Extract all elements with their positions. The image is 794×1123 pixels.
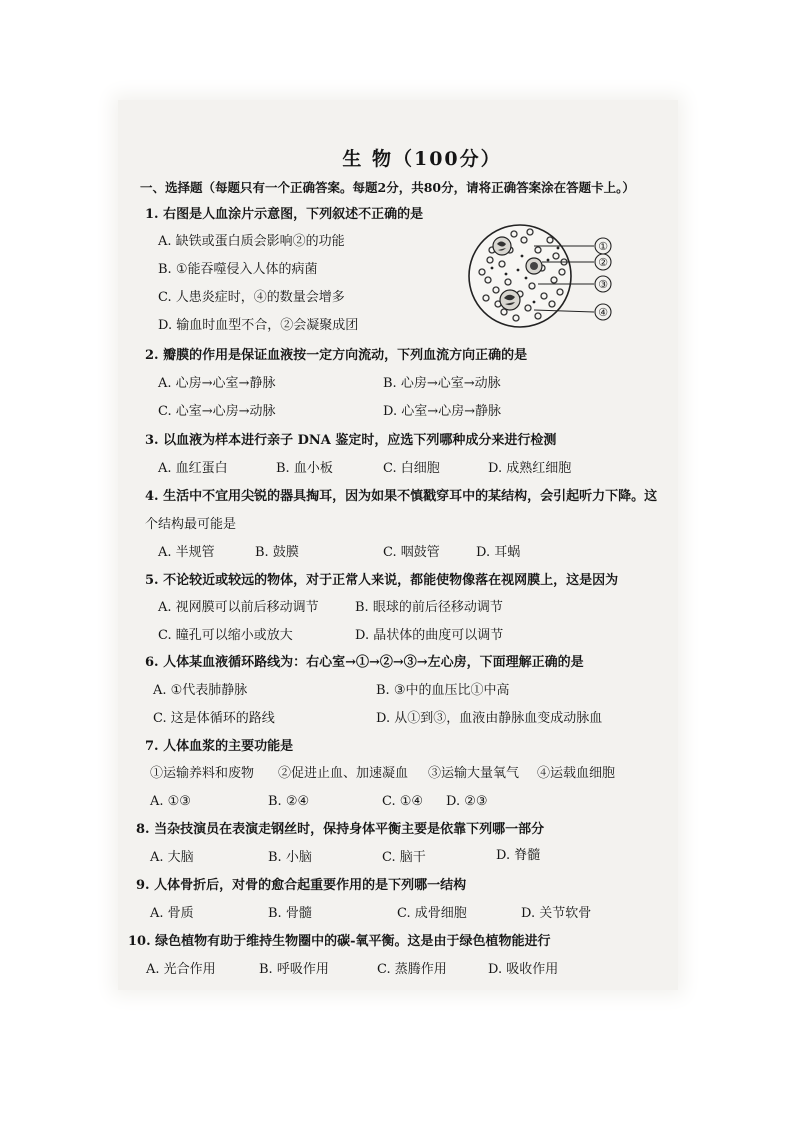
q7-item-3: ③运输大量氧气 (428, 766, 520, 781)
question-4-stem-cont: 个结构最可能是 (145, 517, 237, 532)
q1-option-d: D. 输血时血型不合，②会凝聚成团 (158, 318, 359, 333)
q10-option-d: D. 吸收作用 (488, 962, 559, 977)
q9-option-a: A. 骨质 (150, 906, 194, 921)
q5-option-a: A. 视网膜可以前后移动调节 (158, 600, 319, 615)
q7-option-d: D. ②③ (446, 794, 488, 809)
label-2: ② (598, 256, 608, 269)
question-4-stem: 4. 生活中不宜用尖锐的器具掏耳，因为如果不慎戳穿耳中的某结构，会引起听力下降。这 (145, 489, 658, 504)
q1-option-c: C. 人患炎症时，④的数量会增多 (158, 290, 345, 305)
question-6-stem: 6. 人体某血液循环路线为：右心室→①→②→③→左心房，下面理解正确的是 (145, 655, 584, 670)
question-9-stem: 9. 人体骨折后，对骨的愈合起重要作用的是下列哪一结构 (136, 878, 467, 893)
question-5-stem: 5. 不论较近或较远的物体，对于正常人来说，都能使物像落在视网膜上，这是因为 (145, 573, 619, 588)
q4-option-c: C. 咽鼓管 (383, 545, 440, 560)
question-3-stem: 3. 以血液为样本进行亲子 DNA 鉴定时，应选下列哪种成分来进行检测 (145, 433, 557, 448)
q5-option-c: C. 瞳孔可以缩小或放大 (158, 628, 293, 643)
q5-option-d: D. 晶状体的曲度可以调节 (355, 628, 504, 643)
q6-option-d: D. 从①到③，血液由静脉血变成动脉血 (376, 711, 603, 726)
q6-option-a: A. ①代表肺静脉 (153, 683, 248, 698)
page-title: 生 物（100分） (342, 148, 502, 170)
q6-option-b: B. ③中的血压比①中高 (376, 683, 510, 698)
q1-option-b: B. ①能吞噬侵入人体的病菌 (158, 262, 318, 277)
q5-option-b: B. 眼球的前后径移动调节 (355, 600, 503, 615)
q3-option-b: B. 血小板 (276, 461, 333, 476)
q7-item-1: ①运输养料和废物 (150, 766, 255, 781)
section-heading: 一、选择题（每题只有一个正确答案。每题2分，共80分，请将正确答案涂在答题卡上。） (140, 180, 635, 195)
question-10-stem: 10. 绿色植物有助于维持生物圈中的碳-氧平衡。这是由于绿色植物能进行 (128, 934, 551, 949)
q4-option-a: A. 半规管 (158, 545, 215, 560)
q2-option-a: A. 心房→心室→静脉 (158, 376, 276, 391)
q7-option-a: A. ①③ (150, 794, 191, 809)
question-8-stem: 8. 当杂技演员在表演走钢丝时，保持身体平衡主要是依靠下列哪一部分 (136, 822, 545, 837)
q3-option-d: D. 成熟红细胞 (488, 461, 572, 476)
q6-option-c: C. 这是体循环的路线 (153, 711, 275, 726)
label-4: ④ (598, 306, 608, 319)
q10-option-c: C. 蒸腾作用 (377, 962, 447, 977)
question-1-stem: 1. 右图是人血涂片示意图，下列叙述不正确的是 (145, 207, 424, 222)
smear-outline (469, 225, 571, 327)
q2-option-c: C. 心室→心房→动脉 (158, 404, 276, 419)
q9-option-d: D. 关节软骨 (521, 906, 592, 921)
q9-option-c: C. 成骨细胞 (397, 906, 467, 921)
q8-option-d: D. 脊髓 (496, 848, 541, 863)
q8-option-a: A. 大脑 (150, 850, 194, 865)
q2-option-b: B. 心房→心室→动脉 (383, 376, 501, 391)
q3-option-a: A. 血红蛋白 (158, 461, 228, 476)
q10-option-a: A. 光合作用 (146, 962, 216, 977)
q10-option-b: B. 呼吸作用 (259, 962, 329, 977)
q2-option-d: D. 心室→心房→静脉 (383, 404, 502, 419)
q1-option-a: A. 缺铁或蛋白质会影响②的功能 (158, 234, 345, 249)
q7-option-b: B. ②④ (268, 794, 310, 809)
q7-item-2: ②促进止血、加速凝血 (278, 766, 409, 781)
q4-option-b: B. 鼓膜 (255, 545, 299, 560)
label-3: ③ (598, 278, 608, 291)
q8-option-b: B. 小脑 (268, 850, 312, 865)
q7-item-4: ④运载血细胞 (537, 766, 616, 781)
blood-smear-figure (468, 220, 618, 338)
q3-option-c: C. 白细胞 (383, 461, 440, 476)
question-2-stem: 2. 瓣膜的作用是保证血液按一定方向流动，下列血流方向正确的是 (145, 348, 528, 363)
question-7-stem: 7. 人体血浆的主要功能是 (145, 739, 294, 754)
label-1: ① (598, 240, 608, 253)
q4-option-d: D. 耳蜗 (476, 545, 521, 560)
q8-option-c: C. 脑干 (382, 850, 426, 865)
q9-option-b: B. 骨髓 (268, 906, 312, 921)
q7-option-c: C. ①④ (382, 794, 424, 809)
